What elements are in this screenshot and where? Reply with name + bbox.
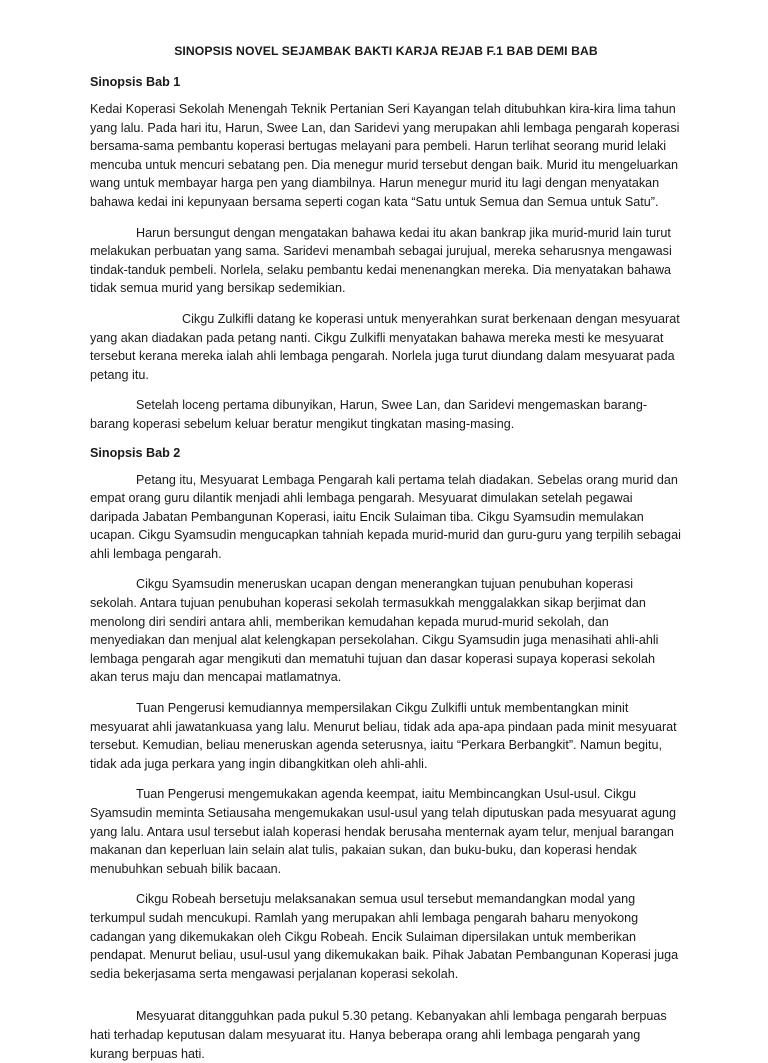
paragraph: Harun bersungut dengan mengatakan bahawa kedai itu akan bankrap jika murid-murid lain turut melakukan perbuatan yang sama. Saridevi menambah sebagai jurujual, mereka seharusnya mengawasi tindak-tanduk pembeli. Norlela, selaku pembantu kedai menenangkan mereka. Dia menyatakan bahawa tidak semua murid yang bersikap sedemikian.: [90, 225, 672, 296]
paragraph: Tuan Pengerusi mengemukakan agenda keempat, iaitu Membincangkan Usul-usul. Cikgu Syamsudin meminta Setiausaha mengemukakan usul-usul yang telah diputuskan pada mesyuarat agung yang lalu. Antara usul tersebut ialah koperasi hendak berusaha menternak ayam telur, menjual barangan makanan dan keperluan lain selain alat tulis, pakaian sukan, dan buku-buku, dan koperasi hendak menubuhkan sebuah bilik bacaan.: [90, 787, 676, 876]
paragraph: Petang itu, Mesyuarat Lembaga Pengarah kali pertama telah diadakan. Sebelas orang murid dan empat orang guru dilantik menjadi ahli lembaga pengarah. Mesyuarat dimulakan setelah pegawai daripada Jabatan Pembangunan Koperasi, iaitu Encik Sulaiman tiba. Cikgu Syamsudin memulakan ucapan. Cikgu Syamsudin mengucapkan tahniah kepada murid-murid dan guru-guru yang terpilih sebagai ahli lembaga pengarah.: [90, 472, 681, 561]
document-title: SINOPSIS NOVEL SEJAMBAK BAKTI KARJA REJAB F.1 BAB DEMI BAB: [174, 44, 598, 58]
section-heading-bab-2: Sinopsis Bab 2: [90, 445, 181, 460]
paragraph: Cikgu Zulkifli datang ke koperasi untuk menyerahkan surat berkenaan dengan mesyuarat yang akan diadakan pada petang nanti. Cikgu Zulkifli menyatakan bahawa mereka mesti ke mesyuarat tersebut kerana mereka ialah ahli lembaga pengarah. Norlela juga turut diundang dalam mesyuarat pada petang itu.: [90, 311, 680, 382]
paragraph: Tuan Pengerusi kemudiannya mempersilakan Cikgu Zulkifli untuk membentangkan minit mesyuarat ahli jawatankuasa yang lalu. Menurut beliau, tidak ada apa-apa pindaan pada minit mesyuarat tersebut. Kemudian, beliau meneruskan agenda seterusnya, iaitu “Perkara Berbangkit”. Namun begitu, tidak ada juga perkara yang ingin dibangkitkan oleh ahli-ahli.: [90, 701, 677, 771]
section-heading-bab-1: Sinopsis Bab 1: [90, 75, 181, 89]
paragraph: Kedai Koperasi Sekolah Menengah Teknik Pertanian Seri Kayangan telah ditubuhkan kira-kira lima tahun yang lalu. Pada hari itu, Harun, Swee Lan, dan Saridevi yang merupakan ahli lembaga pengarah koperasi bersama-sama pembantu koperasi bertugas melayani para pembeli. Harun terlihat seorang murid lelaki mencuba untuk mencuri sebatang pen. Dia menegur murid tersebut dengan baik. Murid itu mengeluarkan wang untuk membayar harga pen yang diambilnya. Harun menegur murid itu lagi dengan menyatakan bahawa kedai ini kepunyaan bersama seperti cogan kata “Satu untuk Semua dan Semua untuk Satu”.: [90, 102, 680, 209]
paragraph: Mesyuarat ditangguhkan pada pukul 5.30 petang. Kebanyakan ahli lembaga pengarah berpuas hati terhadap keputusan dalam mesyuarat itu. Hanya beberapa orang ahli lembaga pengarah yang kurang berpuas hati.: [90, 1009, 667, 1061]
paragraph: Cikgu Syamsudin meneruskan ucapan dengan menerangkan tujuan penubuhan koperasi sekolah. Antara tujuan penubuhan koperasi sekolah termasukkah menggalakkan sikap berjimat dan menolong diri sendiri antara ahli, memberikan kemudahan kepada murud-murid sekolah, dan menyediakan dan menjual alat kelengkapan persekolahan. Cikgu Syamsudin juga menasihati ahli-ahli lembaga pengarah agar mengikuti dan mematuhi tujuan dan dasar koperasi supaya koperasi sekolah akan terus maju dan mencapai matlamatnya.: [90, 577, 659, 685]
paragraph: Cikgu Robeah bersetuju melaksanakan semua usul tersebut memandangkan modal yang terkumpul sudah mencukupi. Ramlah yang merupakan ahli lembaga pengarah baharu menyokong cadangan yang dikemukakan oleh Cikgu Robeah. Encik Sulaiman dipersilakan untuk memberikan pendapat. Menurut beliau, usul-usul yang dikemukakan baik. Pihak Jabatan Pembangunan Koperasi juga sedia bekerjasama serta mengawasi perjalanan koperasi sekolah.: [90, 892, 679, 981]
paragraph: Setelah loceng pertama dibunyikan, Harun, Swee Lan, dan Saridevi mengemaskan barang-barang koperasi sebelum keluar beratur mengikut tingkatan masing-masing.: [90, 398, 648, 431]
